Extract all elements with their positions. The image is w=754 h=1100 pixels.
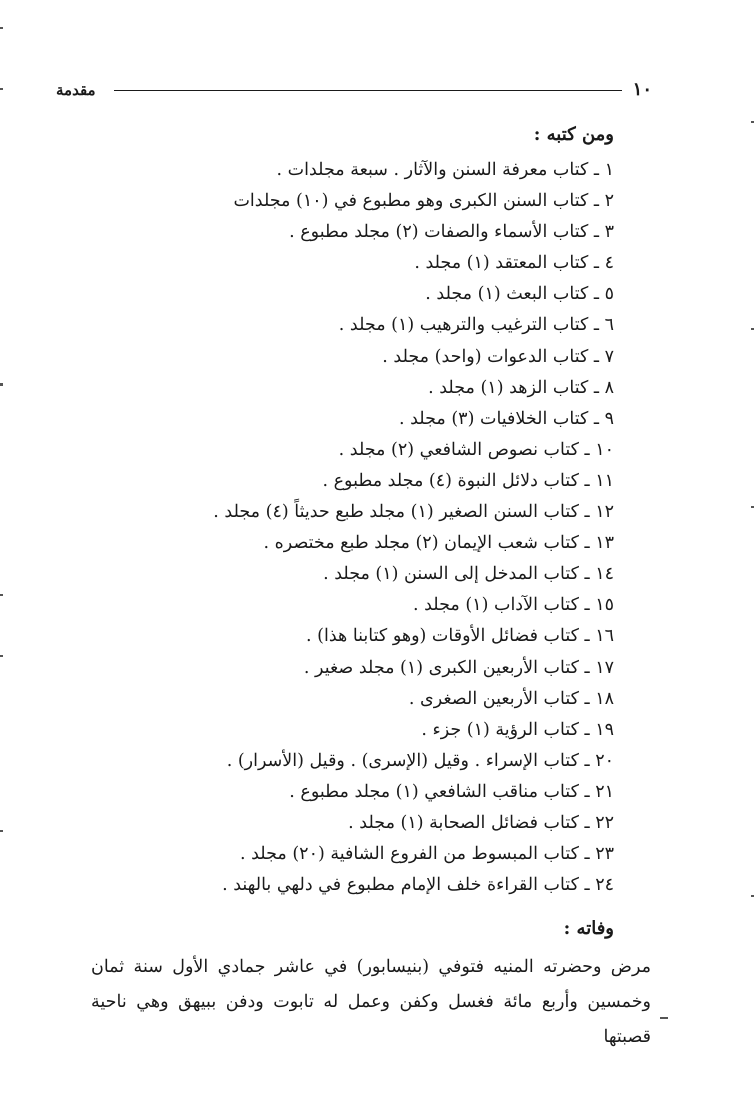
scan-mark [0, 88, 3, 90]
list-item: ٢٠ ـ كتاب الإسراء . وقيل (الإسرى) . وقيل (الأسرار) . [226, 750, 614, 771]
list-item: ٢٤ ـ كتاب القراءة خلف الإمام مطبوع في دلهي بالهند . [222, 875, 614, 896]
list-item: ١٣ ـ كتاب شعب الإيمان (٢) مجلد طبع مختصره . [263, 533, 614, 554]
list-item: ١٥ ـ كتاب الآداب (١) مجلد . [413, 595, 614, 616]
list-item: ١٤ ـ كتاب المدخل إلى السنن (١) مجلد . [323, 564, 614, 585]
list-item: ٦ ـ كتاب الترغيب والترهيب (١) مجلد . [338, 315, 614, 336]
list-item: ٢١ ـ كتاب مناقب الشافعي (١) مجلد مطبوع . [289, 781, 614, 802]
list-item: ١٦ ـ كتاب فضائل الأوقات (وهو كتابنا هذا) . [306, 626, 614, 647]
page-number: ١٠ [632, 79, 652, 100]
death-paragraph: مرض وحضرته المنيه فتوفي (بنيسابور) في عاشر جمادي الأول سنة ثمان وخمسين وأربع مائة فغسل وكفن وعمل له تابوت ودفن ببيهق وهي ناحية قصبتها [91, 957, 651, 1047]
list-item: ٧ ـ كتاب الدعوات (واحد) مجلد . [382, 346, 614, 367]
list-item: ٢٢ ـ كتاب فضائل الصحابة (١) مجلد . [348, 812, 614, 833]
list-item: ١٨ ـ كتاب الأربعين الصغرى . [408, 688, 614, 709]
scan-mark [0, 830, 3, 832]
list-item: ١٠ ـ كتاب نصوص الشافعي (٢) مجلد . [338, 439, 614, 460]
list-item: ٣ ـ كتاب الأسماء والصفات (٢) مجلد مطبوع . [289, 222, 614, 243]
list-item: ٤ ـ كتاب المعتقد (١) مجلد . [414, 253, 614, 274]
scan-mark [0, 655, 3, 657]
death-heading: وفاته : [563, 918, 614, 939]
list-item: ٥ ـ كتاب البعث (١) مجلد . [425, 284, 614, 305]
list-item: ١٢ ـ كتاب السنن الصغير (١) مجلد طبع حديثاً (٤) مجلد . [213, 502, 614, 523]
header-title: مقدمة [56, 81, 96, 99]
list-item: ١١ ـ كتاب دلائل النبوة (٤) مجلد مطبوع . [322, 470, 614, 491]
books-heading: ومن كتبه : [533, 124, 614, 145]
list-item: ١٧ ـ كتاب الأربعين الكبرى (١) مجلد صغير . [303, 657, 614, 678]
books-list [134, 155, 614, 901]
list-item: ١ ـ كتاب معرفة السنن والآثار . سبعة مجلدات . [276, 160, 614, 180]
running-header [56, 78, 652, 102]
header-rule [114, 90, 622, 91]
list-item: ١٩ ـ كتاب الرؤية (١) جزء . [421, 719, 614, 740]
scan-mark [0, 383, 3, 386]
scan-mark [0, 594, 3, 596]
scan-mark [660, 1017, 668, 1019]
list-item: ٢ ـ كتاب السنن الكبرى وهو مطبوع في (١٠) مجلدات [233, 191, 614, 212]
scan-mark [0, 27, 3, 29]
list-item: ٨ ـ كتاب الزهد (١) مجلد . [428, 377, 614, 398]
list-item: ٢٣ ـ كتاب المبسوط من الفروع الشافية (٢٠) مجلد . [240, 844, 614, 865]
list-item: ٩ ـ كتاب الخلافيات (٣) مجلد . [399, 408, 614, 429]
